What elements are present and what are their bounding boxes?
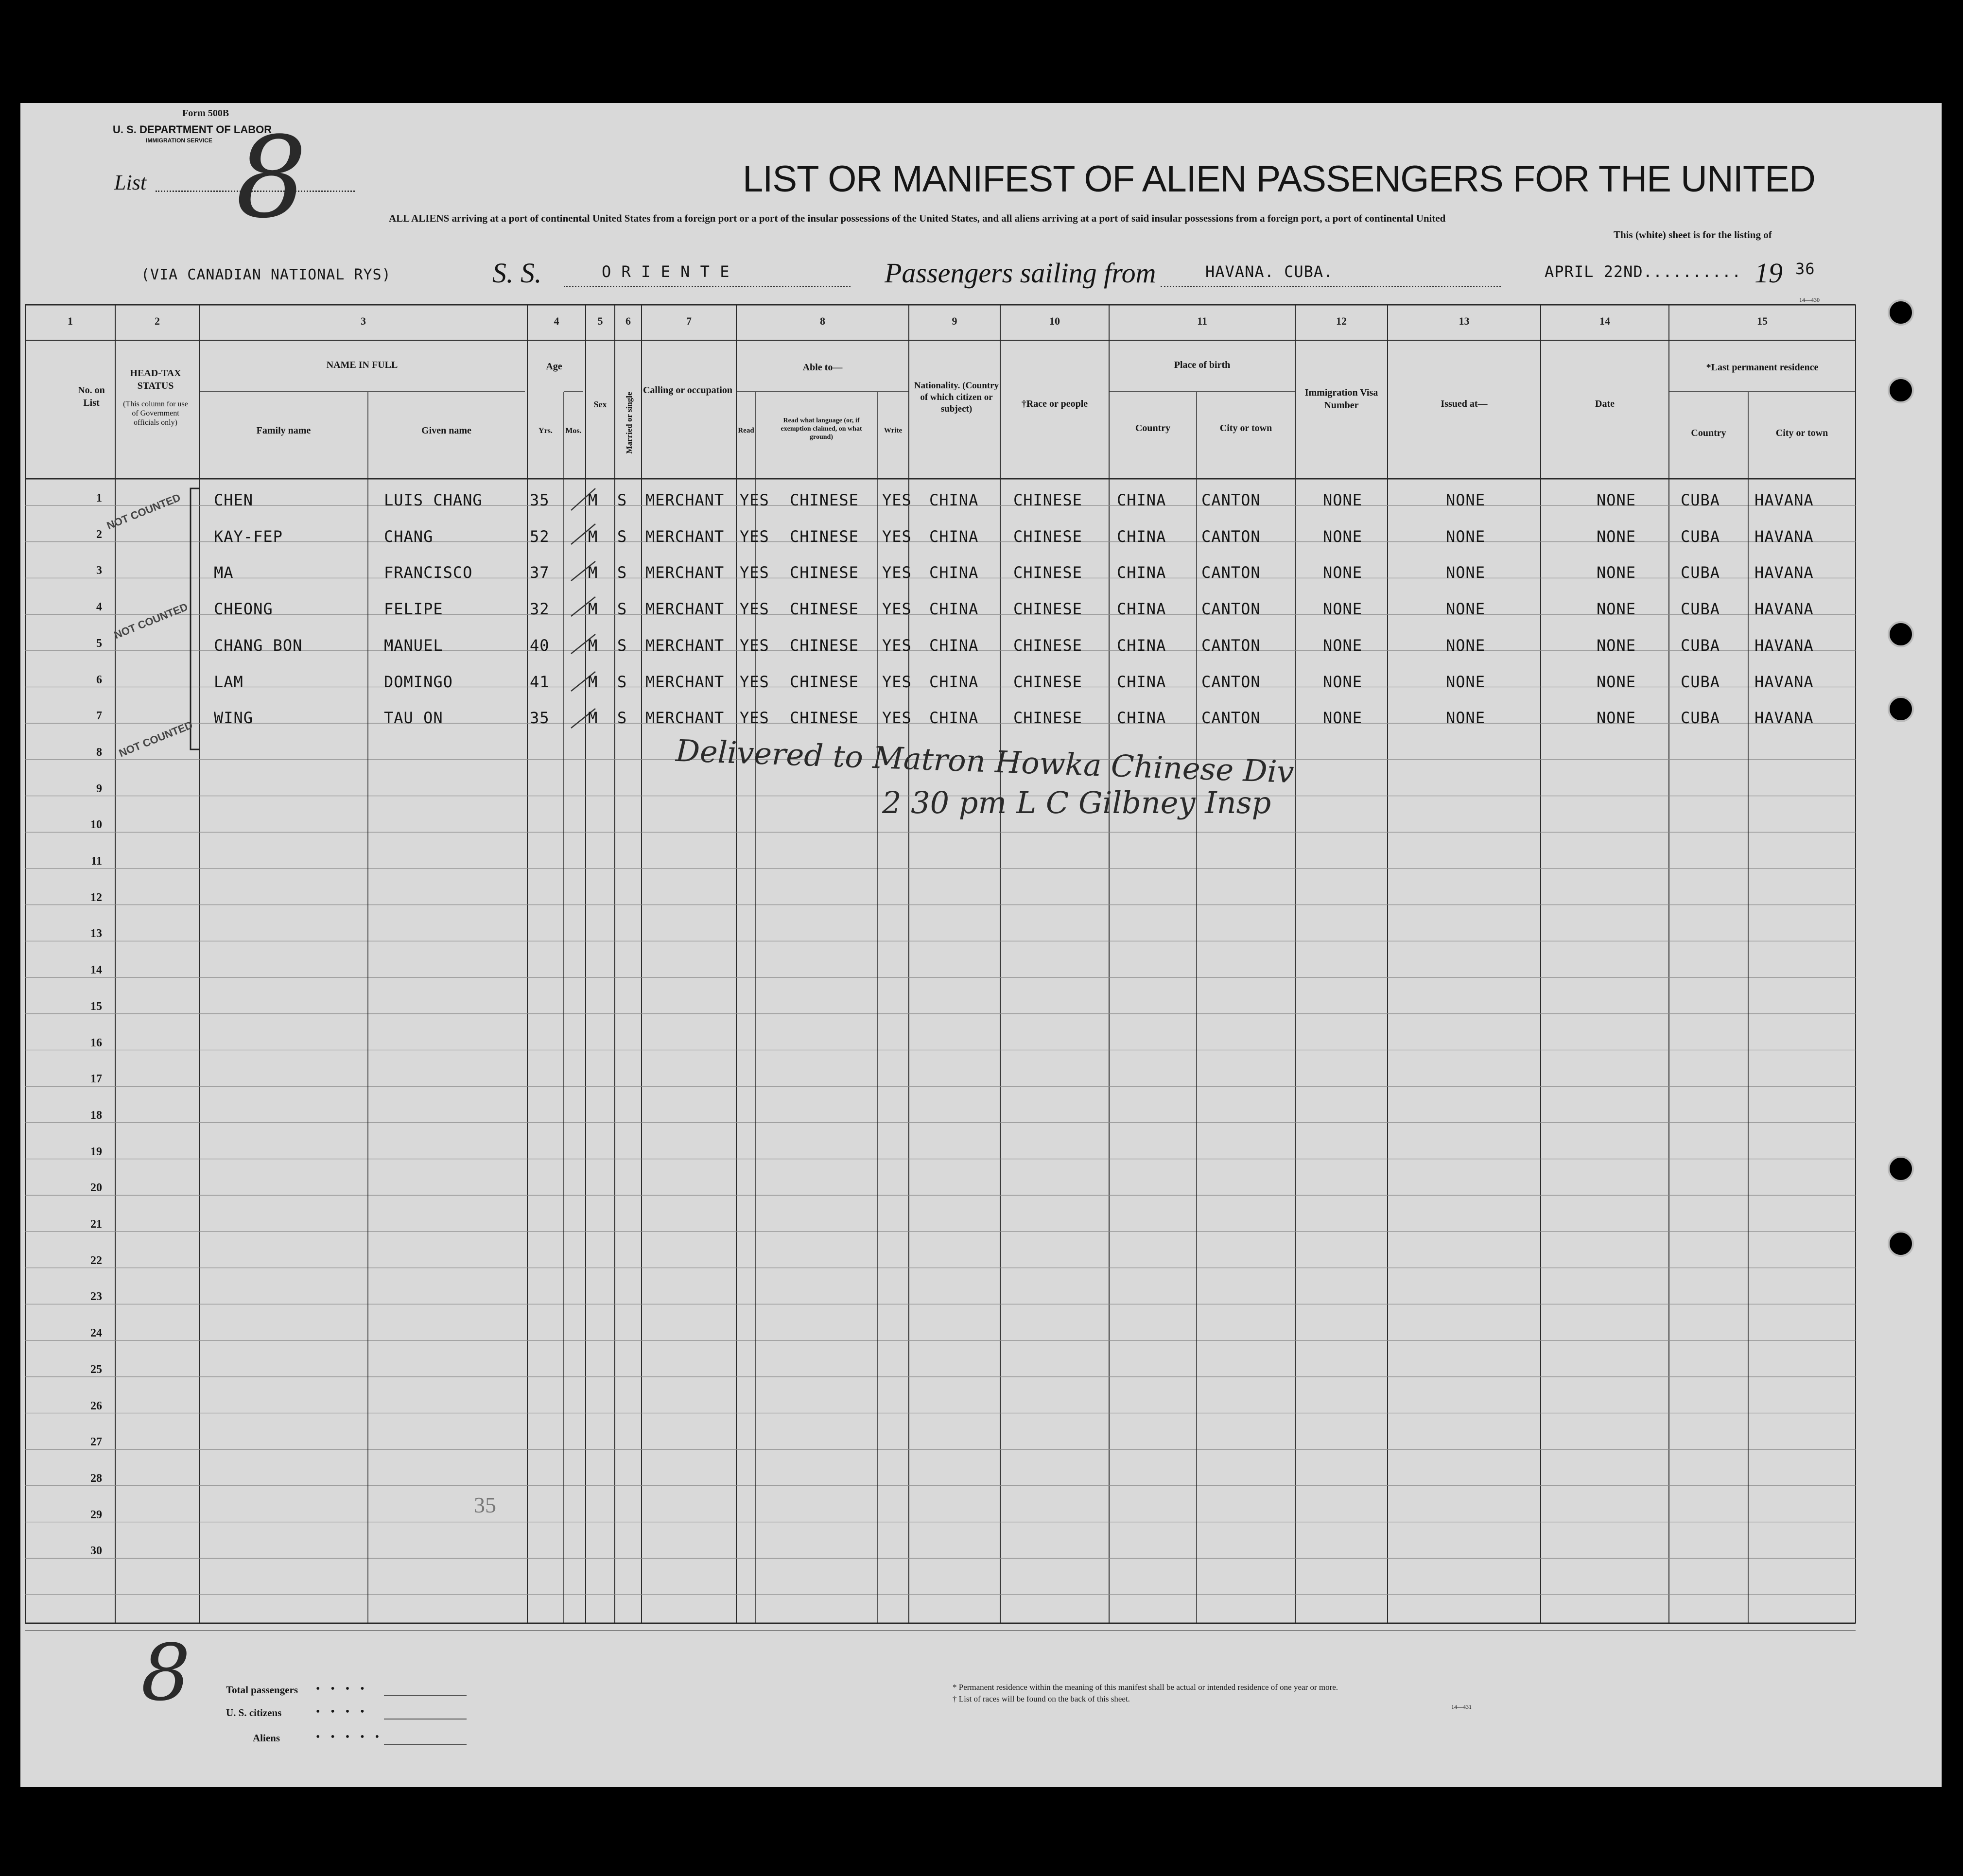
cell-write: YES	[882, 672, 912, 691]
header-married: Married or single	[625, 392, 634, 454]
cell-age: 37	[530, 563, 550, 582]
cell-language: CHINESE	[790, 491, 859, 509]
header-res-country: Country	[1691, 428, 1726, 438]
cell-sex: M	[588, 527, 598, 546]
header-family-name: Family name	[256, 425, 311, 436]
cell-race: CHINESE	[1013, 563, 1082, 582]
cell-read: YES	[740, 600, 769, 619]
cell-occupation: MERCHANT	[645, 672, 725, 691]
row-number: 20	[90, 1181, 102, 1195]
cell-family: WING	[214, 709, 254, 728]
cell-birth-country: CHINA	[1117, 527, 1166, 546]
not-counted-stamp: NOT COUNTED	[117, 718, 194, 760]
header-nationality: Nationality. (Country of which citizen or subject)	[914, 381, 999, 414]
form-number: Form 500B	[182, 108, 229, 119]
row-number: 28	[90, 1472, 102, 1485]
row-number: 9	[96, 782, 102, 795]
cell-visa: NONE	[1323, 527, 1363, 546]
column-number: 14	[1599, 315, 1610, 327]
header-mos: Mos.	[565, 427, 582, 435]
cell-married: S	[617, 636, 627, 655]
column-number: 11	[1197, 315, 1207, 327]
corner-code: 14—430	[1799, 296, 1820, 303]
header-read-language: Read what language (or, if exemption claimed, on what ground)	[781, 417, 862, 441]
column-number: 13	[1459, 315, 1470, 327]
cell-occupation: MERCHANT	[645, 600, 725, 619]
row-number: 2	[96, 528, 102, 541]
aliens-label: Aliens	[253, 1732, 280, 1744]
cell-read: YES	[740, 563, 769, 582]
header-place-of-birth: Place of birth	[1174, 360, 1231, 370]
cell-given: FRANCISCO	[384, 563, 473, 582]
column-number: 2	[155, 315, 160, 327]
department-name: U. S. DEPARTMENT OF LABOR	[113, 123, 272, 136]
cell-birth-city: CANTON	[1201, 600, 1261, 619]
via-route: (VIA CANADIAN NATIONAL RYS)	[141, 266, 391, 283]
inspector-annotation: 2 30 pm L C Gilbney Insp	[882, 785, 1271, 820]
row-number: 16	[90, 1036, 102, 1049]
cell-read: YES	[740, 491, 769, 509]
cell-res-country: CUBA	[1681, 491, 1720, 509]
pencil-count: 35	[474, 1493, 496, 1517]
cell-issued: NONE	[1446, 636, 1486, 655]
cell-age: 32	[530, 600, 550, 619]
manifest-title: LIST OR MANIFEST OF ALIEN PASSENGERS FOR THE UNITED	[743, 158, 1815, 200]
row-number: 29	[90, 1508, 102, 1521]
cell-birth-country: CHINA	[1117, 491, 1166, 509]
cell-write: YES	[882, 636, 912, 655]
cell-nationality: CHINA	[929, 709, 979, 728]
cell-res-city: HAVANA	[1755, 709, 1814, 728]
cell-birth-city: CANTON	[1201, 709, 1261, 728]
cell-issued: NONE	[1446, 600, 1486, 619]
row-number: 5	[96, 637, 102, 650]
cell-nationality: CHINA	[929, 600, 979, 619]
cell-occupation: MERCHANT	[645, 709, 725, 728]
column-number: 7	[686, 315, 692, 327]
cell-given: TAU ON	[384, 709, 443, 728]
us-citizens-label: U. S. citizens	[226, 1707, 282, 1719]
header-write: Write	[884, 427, 903, 434]
cell-birth-city: CANTON	[1201, 527, 1261, 546]
cell-birth-country: CHINA	[1117, 672, 1166, 691]
residence-footnote: * Permanent residence within the meaning of this manifest shall be actual or intended residence of one year or more.	[953, 1683, 1338, 1692]
row-number: 19	[90, 1145, 102, 1158]
cell-birth-city: CANTON	[1201, 636, 1261, 655]
cell-sex: M	[588, 672, 598, 691]
cell-visa: NONE	[1323, 563, 1363, 582]
cell-res-city: HAVANA	[1755, 563, 1814, 582]
cell-date: NONE	[1597, 636, 1636, 655]
cell-race: CHINESE	[1013, 672, 1082, 691]
sailing-label: Passengers sailing from	[885, 257, 1156, 289]
cell-sex: M	[588, 491, 598, 509]
departure-date: APRIL 22ND..........	[1545, 262, 1742, 281]
cell-age: 41	[530, 672, 550, 691]
delivery-annotation: Delivered to Matron Howka Chinese Div	[675, 732, 1295, 790]
cell-visa: NONE	[1323, 491, 1363, 509]
cell-race: CHINESE	[1013, 709, 1082, 728]
aliens-dots: • • • • •	[316, 1731, 383, 1743]
cell-family: CHANG BON	[214, 636, 303, 655]
column-number: 3	[361, 315, 366, 327]
header-given-name: Given name	[421, 425, 471, 436]
citizens-line	[384, 1719, 467, 1720]
column-number: 8	[820, 315, 825, 327]
cell-res-country: CUBA	[1681, 600, 1720, 619]
column-number: 10	[1049, 315, 1060, 327]
cell-occupation: MERCHANT	[645, 491, 725, 509]
cell-birth-city: CANTON	[1201, 563, 1261, 582]
header-age: Age	[546, 361, 562, 372]
cell-res-city: HAVANA	[1755, 600, 1814, 619]
cell-visa: NONE	[1323, 636, 1363, 655]
row-number: 27	[90, 1436, 102, 1449]
column-number: 1	[68, 315, 73, 327]
cell-read: YES	[740, 709, 769, 728]
ss-label: S. S.	[492, 257, 542, 289]
cell-language: CHINESE	[790, 527, 859, 546]
cell-language: CHINESE	[790, 709, 859, 728]
header-visa: Immigration Visa Number	[1304, 387, 1378, 411]
column-number: 15	[1757, 315, 1768, 327]
row-number: 3	[96, 564, 102, 577]
cell-write: YES	[882, 527, 912, 546]
cell-family: KAY-FEP	[214, 527, 283, 546]
row-number: 6	[96, 673, 102, 686]
row-number: 30	[90, 1545, 102, 1558]
cell-visa: NONE	[1323, 709, 1363, 728]
cell-family: MA	[214, 563, 234, 582]
cell-res-city: HAVANA	[1755, 491, 1814, 509]
cell-family: CHEN	[214, 491, 254, 509]
header-res-city: City or town	[1775, 428, 1828, 438]
row-number: 24	[90, 1327, 102, 1340]
header-birth-country: Country	[1135, 423, 1171, 434]
row-number: 25	[90, 1363, 102, 1376]
cell-issued: NONE	[1446, 563, 1486, 582]
header-able-to: Able to—	[802, 362, 843, 373]
cell-visa: NONE	[1323, 672, 1363, 691]
cell-married: S	[617, 709, 627, 728]
column-number: 9	[952, 315, 957, 327]
cell-res-country: CUBA	[1681, 563, 1720, 582]
races-footnote: † List of races will be found on the back of this sheet.	[953, 1694, 1130, 1703]
row-number: 15	[90, 1000, 102, 1013]
cell-res-city: HAVANA	[1755, 672, 1814, 691]
cell-write: YES	[882, 491, 912, 509]
ship-name: O R I E N T E	[602, 262, 730, 281]
row-number: 1	[96, 492, 102, 504]
cell-write: YES	[882, 563, 912, 582]
cell-birth-country: CHINA	[1117, 636, 1166, 655]
year-prefix: 19	[1755, 257, 1783, 289]
list-label: List	[114, 171, 147, 194]
cell-write: YES	[882, 709, 912, 728]
cell-read: YES	[740, 527, 769, 546]
cell-birth-city: CANTON	[1201, 672, 1261, 691]
cell-language: CHINESE	[790, 636, 859, 655]
row-number: 11	[91, 855, 102, 868]
cell-birth-country: CHINA	[1117, 600, 1166, 619]
cell-race: CHINESE	[1013, 636, 1082, 655]
cell-given: LUIS CHANG	[384, 491, 483, 509]
not-counted-stamp: NOT COUNTED	[112, 600, 190, 642]
not-counted-stamp: NOT COUNTED	[105, 491, 182, 532]
cell-given: DOMINGO	[384, 672, 453, 691]
cell-married: S	[617, 563, 627, 582]
cell-issued: NONE	[1446, 672, 1486, 691]
cell-issued: NONE	[1446, 527, 1486, 546]
cell-race: CHINESE	[1013, 491, 1082, 509]
cell-res-country: CUBA	[1681, 636, 1720, 655]
cell-res-country: CUBA	[1681, 709, 1720, 728]
row-number: 23	[90, 1290, 102, 1303]
us-citizens-dots: • • • •	[316, 1705, 368, 1718]
cell-married: S	[617, 491, 627, 509]
cell-date: NONE	[1597, 563, 1636, 582]
cell-nationality: CHINA	[929, 636, 979, 655]
cell-issued: NONE	[1446, 709, 1486, 728]
cell-date: NONE	[1597, 709, 1636, 728]
cell-sex: M	[588, 636, 598, 655]
cell-birth-city: CANTON	[1201, 491, 1261, 509]
header-race: †Race or people	[1021, 399, 1088, 409]
cell-nationality: CHINA	[929, 527, 979, 546]
header-calling: Calling or occupation	[643, 385, 733, 396]
cell-language: CHINESE	[790, 600, 859, 619]
header-head-tax-note: (This column for use of Government officials only)	[123, 400, 188, 427]
total-passengers-label: Total passengers	[226, 1684, 298, 1696]
cell-given: CHANG	[384, 527, 434, 546]
cell-res-city: HAVANA	[1755, 636, 1814, 655]
cell-visa: NONE	[1323, 600, 1363, 619]
row-number: 14	[90, 964, 102, 977]
total-passengers-dots: • • • •	[316, 1683, 368, 1695]
header-birth-city: City or town	[1219, 423, 1272, 434]
cell-birth-country: CHINA	[1117, 563, 1166, 582]
cell-given: MANUEL	[384, 636, 443, 655]
cell-occupation: MERCHANT	[645, 527, 725, 546]
header-read: Read	[738, 427, 754, 434]
total-line	[384, 1695, 467, 1696]
handwritten-total: 8	[141, 1627, 191, 1718]
cell-race: CHINESE	[1013, 527, 1082, 546]
cell-age: 35	[530, 709, 550, 728]
manifest-subtitle-2: This (white) sheet is for the listing of	[1614, 229, 1772, 241]
footer-code: 14—431	[1451, 1703, 1472, 1710]
aliens-line	[384, 1744, 467, 1745]
column-number: 6	[625, 315, 631, 327]
cell-birth-country: CHINA	[1117, 709, 1166, 728]
cell-language: CHINESE	[790, 563, 859, 582]
row-number: 10	[90, 818, 102, 832]
departure-port: HAVANA. CUBA.	[1205, 262, 1334, 281]
column-number: 12	[1336, 315, 1347, 327]
header-last-residence: *Last permanent residence	[1706, 362, 1819, 373]
row-number: 26	[90, 1399, 102, 1412]
header-no-on-list: No. on List	[78, 385, 105, 408]
cell-sex: M	[588, 563, 598, 582]
cell-nationality: CHINA	[929, 672, 979, 691]
manifest-subtitle: ALL ALIENS arriving at a port of continental United States from a foreign port or a port of the insular possessions of the United States, and all aliens arriving at a port of said insular possessions from a foreign port, a port of continental United	[389, 212, 1446, 224]
cell-read: YES	[740, 672, 769, 691]
header-yrs: Yrs.	[539, 427, 553, 435]
header-issued-at: Issued at—	[1441, 399, 1488, 409]
cell-occupation: MERCHANT	[645, 636, 725, 655]
row-number: 22	[90, 1254, 102, 1267]
cell-married: S	[617, 672, 627, 691]
cell-married: S	[617, 600, 627, 619]
cell-write: YES	[882, 600, 912, 619]
row-number: 18	[90, 1109, 102, 1122]
cell-res-country: CUBA	[1681, 527, 1720, 546]
header-name-in-full: NAME IN FULL	[326, 360, 398, 370]
row-number: 8	[96, 746, 102, 759]
cell-given: FELIPE	[384, 600, 443, 619]
row-number: 12	[90, 891, 102, 904]
column-number: 4	[554, 315, 559, 327]
list-number-handwritten: 8	[236, 113, 307, 243]
cell-language: CHINESE	[790, 672, 859, 691]
cell-date: NONE	[1597, 527, 1636, 546]
service-name: IMMIGRATION SERVICE	[146, 137, 212, 144]
cell-married: S	[617, 527, 627, 546]
cell-res-country: CUBA	[1681, 672, 1720, 691]
cell-date: NONE	[1597, 600, 1636, 619]
cell-occupation: MERCHANT	[645, 563, 725, 582]
row-number: 7	[96, 710, 102, 723]
header-date: Date	[1595, 399, 1615, 409]
cell-issued: NONE	[1446, 491, 1486, 509]
row-number: 13	[90, 927, 102, 940]
cell-date: NONE	[1597, 491, 1636, 509]
year-suffix: 36	[1795, 260, 1815, 278]
header-sex: Sex	[593, 400, 607, 409]
cell-res-city: HAVANA	[1755, 527, 1814, 546]
row-number: 21	[90, 1218, 102, 1231]
column-number: 5	[597, 315, 603, 327]
row-number: 17	[90, 1073, 102, 1086]
header-head-tax: HEAD-TAX STATUS	[130, 368, 181, 391]
cell-race: CHINESE	[1013, 600, 1082, 619]
cell-sex: M	[588, 709, 598, 728]
cell-nationality: CHINA	[929, 491, 979, 509]
cell-read: YES	[740, 636, 769, 655]
cell-age: 52	[530, 527, 550, 546]
row-number: 4	[96, 601, 102, 614]
cell-family: CHEONG	[214, 600, 273, 619]
cell-date: NONE	[1597, 672, 1636, 691]
cell-nationality: CHINA	[929, 563, 979, 582]
cell-sex: M	[588, 600, 598, 619]
cell-family: LAM	[214, 672, 243, 691]
cell-age: 35	[530, 491, 550, 509]
cell-age: 40	[530, 636, 550, 655]
